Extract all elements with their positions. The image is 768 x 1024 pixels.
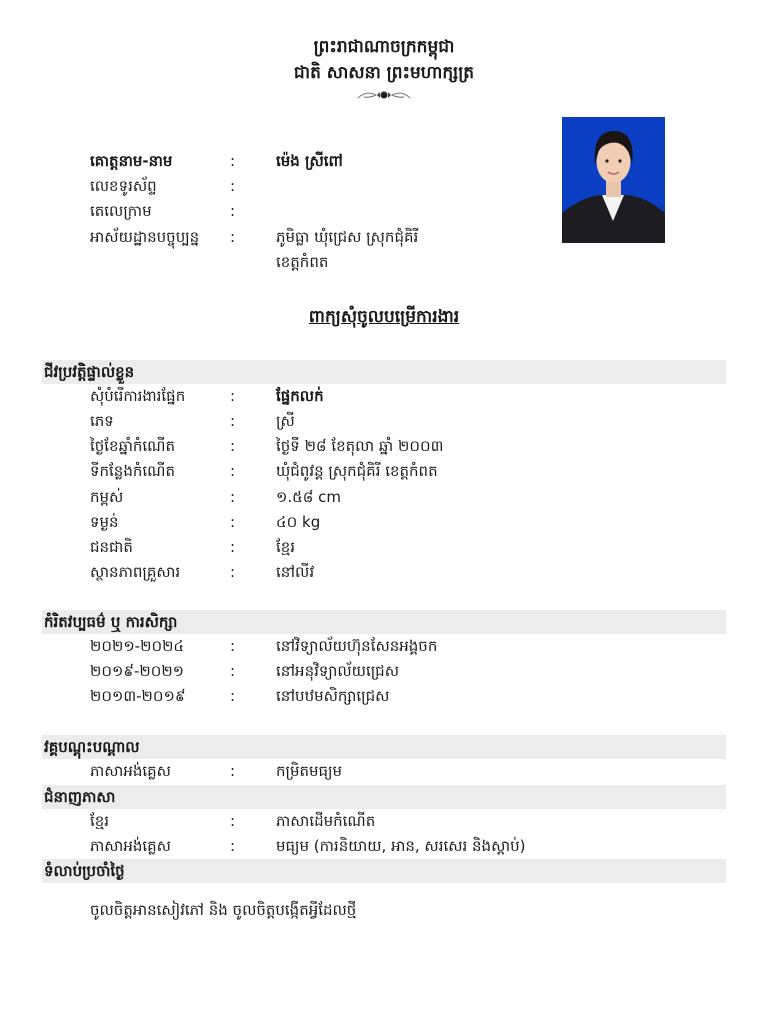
document-header <box>0 34 768 102</box>
colon: : <box>230 812 236 830</box>
certificate-value: កម្រិតមធ្យម <box>276 762 343 780</box>
bio-label: ស្ថានភាពគ្រួសារ <box>90 563 181 581</box>
bio-value: ថ្ងៃទី ២៨ ខែតុលា ឆ្នាំ ២០០៣ <box>276 437 444 455</box>
bio-label: ទីកន្លែងកំណើត <box>90 462 175 480</box>
colon: : <box>230 837 236 855</box>
bio-value: ឃុំជំពូវន្ត ស្រុកជុំគិរី ខេត្តកំពត <box>276 462 438 480</box>
language-label: ភាសាអង់គ្លេស <box>90 837 171 855</box>
colon: : <box>230 637 236 655</box>
education-school: នៅវិទ្យាល័យហ៊ុនសែនអង្គចក <box>276 637 438 655</box>
bio-value: ៤០ kg <box>276 513 321 531</box>
bio-label: ជនជាតិ <box>90 538 133 556</box>
colon: : <box>230 202 236 220</box>
colon: : <box>230 488 236 506</box>
section-education-heading: កំរិតវប្បធម៌ ឬ ការសិក្សា <box>42 610 726 634</box>
hobby-text: ចូលចិត្តអានសៀវភៅ និង ចូលចិត្តបង្កើតអ្វីដែលថ្មី <box>90 901 357 919</box>
colon: : <box>230 437 236 455</box>
section-hobby-heading: ទំលាប់ប្រចាំថ្ងៃ <box>42 859 726 883</box>
colon: : <box>230 687 236 705</box>
bio-label: ភេទ <box>90 412 114 430</box>
education-school: នៅអនុវិទ្យាល័យជ្រេស <box>276 662 399 680</box>
language-value: មធ្យម (ការនិយាយ, អាន, សរសេរ និងស្តាប់) <box>276 837 526 855</box>
bio-label: កម្ពស់ <box>90 488 124 506</box>
phone-label: លេខទូរស័ព្ទ <box>90 177 157 195</box>
section-language-heading: ជំនាញភាសា <box>42 785 726 809</box>
bio-value: ខ្មែរ <box>276 538 296 556</box>
colon: : <box>230 513 236 531</box>
bio-value: ១.៥៨ cm <box>276 488 341 506</box>
colon: : <box>230 152 236 170</box>
bio-label: សុំបំរើការងារផ្នែក <box>90 387 186 405</box>
telegram-label: តេលេក្រាម <box>90 202 152 220</box>
ornament-icon <box>356 88 412 102</box>
section-certificate-heading: វគ្គបណ្តុះបណ្តាល <box>42 735 726 759</box>
certificate-label: ភាសាអង់គ្លេស <box>90 762 171 780</box>
name-label: គោត្តនាម-នាម <box>90 152 173 170</box>
colon: : <box>230 538 236 556</box>
bio-value: នៅលីវ <box>276 563 315 581</box>
colon: : <box>230 662 236 680</box>
bio-label: ថ្ងៃខែឆ្នាំកំណើត <box>90 437 175 455</box>
section-bio-heading: ជីវប្រវត្តិផ្ទាល់ខ្លួន <box>42 360 726 384</box>
education-years: ២០១៩-២០២១ <box>90 662 185 680</box>
motto-title: ជាតិ សាសនា ព្រះមហាក្សត្រ <box>293 63 475 83</box>
education-years: ២០២១-២០២៤ <box>90 637 185 655</box>
language-label: ខ្មែរ <box>90 812 110 830</box>
bio-label: ទម្ងន់ <box>90 513 119 531</box>
education-school: នៅបឋមសិក្សាជ្រេស <box>276 687 390 705</box>
address-value-line2: ខេត្តកំពត <box>276 253 329 271</box>
profile-photo <box>562 117 665 243</box>
application-title: ពាក្យសុំចូលបម្រើការងារ <box>308 307 460 327</box>
bio-value: ស្រី <box>276 412 295 430</box>
address-label: អាស័យដ្ឋានបច្ចុប្បន្ន <box>90 228 200 246</box>
education-years: ២០១៣-២០១៩ <box>90 687 186 705</box>
bio-value: ផ្នែកលក់ <box>276 387 324 405</box>
colon: : <box>230 228 236 246</box>
colon: : <box>230 563 236 581</box>
kingdom-title: ព្រះរាជាណាចក្រកម្ពុជា <box>313 37 455 57</box>
colon: : <box>230 412 236 430</box>
colon: : <box>230 462 236 480</box>
colon: : <box>230 762 236 780</box>
language-value: ភាសាដើមកំណើត <box>276 812 376 830</box>
name-value: ម៉េង ស្រីពៅ <box>276 152 343 170</box>
address-value-line1: ភូមិធ្លា ឃុំជ្រេស ស្រុកជុំគិរី <box>276 228 419 246</box>
colon: : <box>230 387 236 405</box>
colon: : <box>230 177 236 195</box>
portrait-icon <box>562 117 665 243</box>
